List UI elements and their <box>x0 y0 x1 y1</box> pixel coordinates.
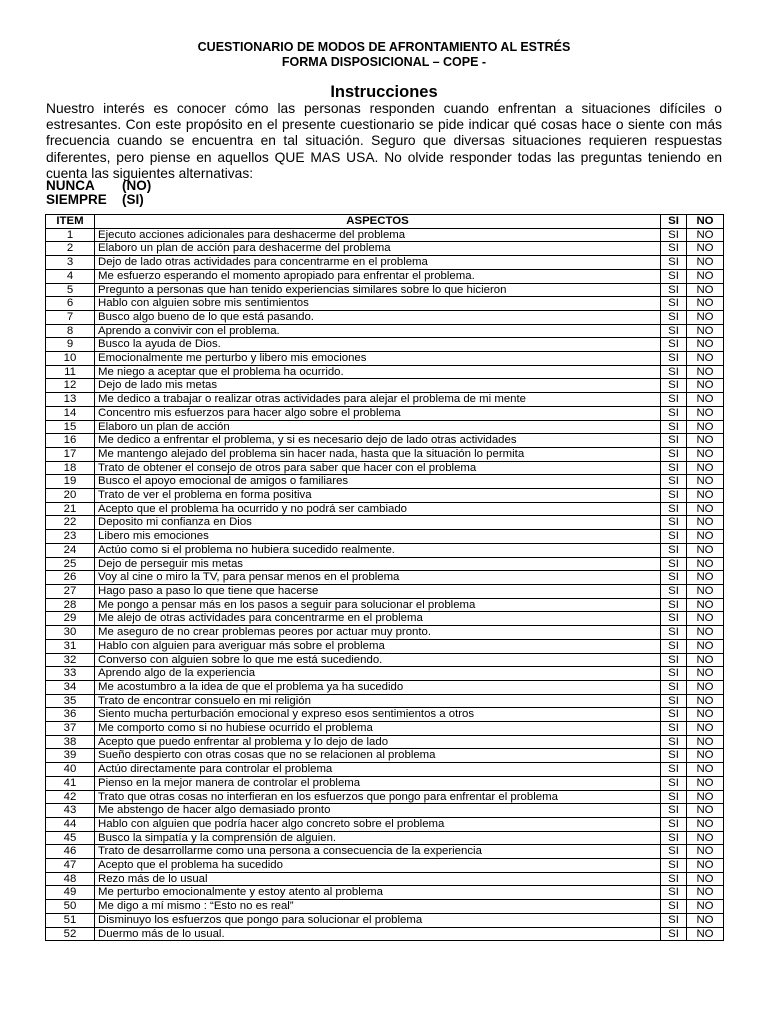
item-aspect-text: Deposito mi confianza en Dios <box>95 516 661 530</box>
table-row <box>46 420 724 434</box>
table-row <box>46 913 724 927</box>
table-row <box>46 352 724 366</box>
no-column-header: NO <box>687 215 724 229</box>
answer-yes-option[interactable]: SI <box>661 256 687 270</box>
answer-no-option[interactable]: NO <box>687 694 724 708</box>
item-aspect-text: Trato de encontrar consuelo en mi religión <box>95 694 661 708</box>
answer-yes-option[interactable]: SI <box>661 913 687 927</box>
table-row <box>46 283 724 297</box>
yes-column-header: SI <box>661 215 687 229</box>
answer-no-option[interactable]: NO <box>687 667 724 681</box>
answer-yes-option[interactable]: SI <box>661 338 687 352</box>
item-aspect-text: Voy al cine o miro la TV, para pensar menos en el problema <box>95 571 661 585</box>
item-aspect-text: Busco la simpatía y la comprensión de alguien. <box>95 831 661 845</box>
item-number: 20 <box>46 489 95 503</box>
item-aspect-text: Me niego a aceptar que el problema ha ocurrido. <box>95 365 661 379</box>
table-row <box>46 571 724 585</box>
answer-yes-option[interactable]: SI <box>661 886 687 900</box>
item-column-header: ITEM <box>46 215 95 229</box>
item-number: 13 <box>46 393 95 407</box>
table-row <box>46 379 724 393</box>
answer-yes-option[interactable]: SI <box>661 831 687 845</box>
item-number: 38 <box>46 735 95 749</box>
table-row <box>46 434 724 448</box>
table-row <box>46 530 724 544</box>
answer-yes-option[interactable]: SI <box>661 393 687 407</box>
answer-no-option[interactable]: NO <box>687 804 724 818</box>
item-number: 10 <box>46 352 95 366</box>
table-row <box>46 489 724 503</box>
item-aspect-text: Emocionalmente me perturbo y libero mis emociones <box>95 352 661 366</box>
answer-no-option[interactable]: NO <box>687 269 724 283</box>
item-aspect-text: Busco el apoyo emocional de amigos o familiares <box>95 475 661 489</box>
answer-yes-option[interactable]: SI <box>661 461 687 475</box>
item-aspect-text: Trato de obtener el consejo de otros para saber que hacer con el problema <box>95 461 661 475</box>
item-aspect-text: Acepto que el problema ha sucedido <box>95 859 661 873</box>
item-aspect-text: Me alejo de otras actividades para concentrarme en el problema <box>95 612 661 626</box>
answer-yes-option[interactable]: SI <box>661 447 687 461</box>
item-aspect-text: Me esfuerzo esperando el momento apropiado para enfrentar el problema. <box>95 269 661 283</box>
item-number: 4 <box>46 269 95 283</box>
answer-yes-option[interactable]: SI <box>661 612 687 626</box>
item-number: 6 <box>46 297 95 311</box>
item-aspect-text: Me digo a mí mismo : “Esto no es real” <box>95 900 661 914</box>
answer-no-option[interactable]: NO <box>687 571 724 585</box>
answer-no-option[interactable]: NO <box>687 886 724 900</box>
item-aspect-text: Aprendo algo de la experiencia <box>95 667 661 681</box>
item-aspect-text: Me comporto como si no hubiese ocurrido el problema <box>95 722 661 736</box>
answer-no-option[interactable]: NO <box>687 228 724 242</box>
item-aspect-text: Ejecuto acciones adicionales para deshacerme del problema <box>95 228 661 242</box>
table-row <box>46 872 724 886</box>
option-label: SIEMPRE <box>46 192 107 207</box>
answer-no-option[interactable]: NO <box>687 557 724 571</box>
table-row <box>46 475 724 489</box>
answer-no-option[interactable]: NO <box>687 913 724 927</box>
answer-yes-option[interactable]: SI <box>661 406 687 420</box>
answer-no-option[interactable]: NO <box>687 927 724 941</box>
answer-no-option[interactable]: NO <box>687 776 724 790</box>
answer-yes-option[interactable]: SI <box>661 694 687 708</box>
answer-no-option[interactable]: NO <box>687 626 724 640</box>
answer-no-option[interactable]: NO <box>687 297 724 311</box>
table-row <box>46 584 724 598</box>
item-number: 31 <box>46 639 95 653</box>
answer-no-option[interactable]: NO <box>687 680 724 694</box>
instructions-paragraph: Nuestro interés es conocer cómo las personas responden cuando enfrentan a situaciones difíciles o estresantes. Con este propósito en el presente cuestionario se pide indicar qué cosas hace o siente con más frecuencia cuando se encuentra en tal situación. Seguro que diversas situaciones requieren respuestas diferentes, pero piense en aquellos QUE MAS USA. No olvide responder todas las preguntas teniendo en cuenta las siguientes alternativas: <box>46 101 722 181</box>
item-aspect-text: Duermo más de lo usual. <box>95 927 661 941</box>
table-row <box>46 598 724 612</box>
item-number: 41 <box>46 776 95 790</box>
item-aspect-text: Converso con alguien sobre lo que me está sucediendo. <box>95 653 661 667</box>
answer-no-option[interactable]: NO <box>687 324 724 338</box>
item-number: 32 <box>46 653 95 667</box>
item-number: 36 <box>46 708 95 722</box>
answer-no-option[interactable]: NO <box>687 543 724 557</box>
answer-no-option[interactable]: NO <box>687 872 724 886</box>
item-number: 24 <box>46 543 95 557</box>
answer-yes-option[interactable]: SI <box>661 434 687 448</box>
option-label: NUNCA <box>46 178 95 193</box>
item-aspect-text: Siento mucha perturbación emocional y expreso esos sentimientos a otros <box>95 708 661 722</box>
table-row <box>46 393 724 407</box>
answer-no-option[interactable]: NO <box>687 502 724 516</box>
answer-yes-option[interactable]: SI <box>661 776 687 790</box>
answer-yes-option[interactable]: SI <box>661 927 687 941</box>
item-number: 19 <box>46 475 95 489</box>
answer-yes-option[interactable]: SI <box>661 626 687 640</box>
item-aspect-text: Me mantengo alejado del problema sin hacer nada, hasta que la situación lo permita <box>95 447 661 461</box>
answer-yes-option[interactable]: SI <box>661 352 687 366</box>
item-number: 42 <box>46 790 95 804</box>
table-row <box>46 269 724 283</box>
option-code: (NO) <box>122 178 152 193</box>
answer-yes-option[interactable]: SI <box>661 283 687 297</box>
answer-yes-option[interactable]: SI <box>661 543 687 557</box>
item-aspect-text: Elaboro un plan de acción para deshacerme del problema <box>95 242 661 256</box>
answer-no-option[interactable]: NO <box>687 708 724 722</box>
item-aspect-text: Actúo como si el problema no hubiera sucedido realmente. <box>95 543 661 557</box>
answer-no-option[interactable]: NO <box>687 420 724 434</box>
table-row <box>46 228 724 242</box>
item-aspect-text: Acepto que puedo enfrentar al problema y lo dejo de lado <box>95 735 661 749</box>
answer-yes-option[interactable]: SI <box>661 735 687 749</box>
answer-yes-option[interactable]: SI <box>661 420 687 434</box>
table-row <box>46 338 724 352</box>
table-body <box>46 228 724 941</box>
answer-yes-option[interactable]: SI <box>661 639 687 653</box>
answer-yes-option[interactable]: SI <box>661 530 687 544</box>
item-number: 1 <box>46 228 95 242</box>
table-row <box>46 790 724 804</box>
item-aspect-text: Hablo con alguien para averiguar más sobre el problema <box>95 639 661 653</box>
answer-yes-option[interactable]: SI <box>661 845 687 859</box>
item-aspect-text: Concentro mis esfuerzos para hacer algo sobre el problema <box>95 406 661 420</box>
table-row <box>46 502 724 516</box>
item-number: 21 <box>46 502 95 516</box>
answer-no-option[interactable]: NO <box>687 406 724 420</box>
answer-yes-option[interactable]: SI <box>661 680 687 694</box>
item-number: 30 <box>46 626 95 640</box>
item-number: 5 <box>46 283 95 297</box>
answer-no-option[interactable]: NO <box>687 598 724 612</box>
item-number: 44 <box>46 817 95 831</box>
item-number: 11 <box>46 365 95 379</box>
table-row <box>46 365 724 379</box>
table-row <box>46 612 724 626</box>
answer-yes-option[interactable]: SI <box>661 310 687 324</box>
item-number: 50 <box>46 900 95 914</box>
table-row <box>46 722 724 736</box>
table-row <box>46 886 724 900</box>
item-number: 12 <box>46 379 95 393</box>
table-row <box>46 447 724 461</box>
item-number: 26 <box>46 571 95 585</box>
item-number: 45 <box>46 831 95 845</box>
item-aspect-text: Sueño despierto con otras cosas que no se relacionen al problema <box>95 749 661 763</box>
item-aspect-text: Trato de ver el problema en forma positiva <box>95 489 661 503</box>
answer-yes-option[interactable]: SI <box>661 516 687 530</box>
item-aspect-text: Actúo directamente para controlar el problema <box>95 763 661 777</box>
table-row <box>46 516 724 530</box>
option-never <box>46 178 151 193</box>
item-number: 40 <box>46 763 95 777</box>
answer-no-option[interactable]: NO <box>687 749 724 763</box>
table-row <box>46 708 724 722</box>
answer-no-option[interactable]: NO <box>687 310 724 324</box>
item-number: 46 <box>46 845 95 859</box>
answer-yes-option[interactable]: SI <box>661 859 687 873</box>
table-row <box>46 406 724 420</box>
item-aspect-text: Elaboro un plan de acción <box>95 420 661 434</box>
answer-no-option[interactable]: NO <box>687 653 724 667</box>
table-row <box>46 680 724 694</box>
answer-yes-option[interactable]: SI <box>661 900 687 914</box>
table-row <box>46 694 724 708</box>
answer-yes-option[interactable]: SI <box>661 365 687 379</box>
table-row <box>46 804 724 818</box>
item-aspect-text: Me aseguro de no crear problemas peores por actuar muy pronto. <box>95 626 661 640</box>
item-number: 51 <box>46 913 95 927</box>
item-aspect-text: Dejo de lado mis metas <box>95 379 661 393</box>
item-aspect-text: Disminuyo los esfuerzos que pongo para solucionar el problema <box>95 913 661 927</box>
answer-no-option[interactable]: NO <box>687 612 724 626</box>
item-number: 25 <box>46 557 95 571</box>
answer-no-option[interactable]: NO <box>687 900 724 914</box>
answer-no-option[interactable]: NO <box>687 735 724 749</box>
answer-yes-option[interactable]: SI <box>661 269 687 283</box>
item-aspect-text: Hago paso a paso lo que tiene que hacerse <box>95 584 661 598</box>
table-row <box>46 859 724 873</box>
table-row <box>46 900 724 914</box>
option-always <box>46 192 144 207</box>
table-row <box>46 667 724 681</box>
item-aspect-text: Me dedico a enfrentar el problema, y si es necesario dejo de lado otras actividades <box>95 434 661 448</box>
table-row <box>46 297 724 311</box>
answer-no-option[interactable]: NO <box>687 790 724 804</box>
table-row <box>46 776 724 790</box>
answer-no-option[interactable]: NO <box>687 379 724 393</box>
answer-yes-option[interactable]: SI <box>661 297 687 311</box>
answer-no-option[interactable]: NO <box>687 639 724 653</box>
answer-no-option[interactable]: NO <box>687 859 724 873</box>
answer-no-option[interactable]: NO <box>687 763 724 777</box>
instructions-heading: Instrucciones <box>330 83 438 101</box>
answer-yes-option[interactable]: SI <box>661 557 687 571</box>
item-number: 52 <box>46 927 95 941</box>
table-header-row <box>46 215 724 229</box>
answer-yes-option[interactable]: SI <box>661 722 687 736</box>
table-row <box>46 749 724 763</box>
answer-yes-option[interactable]: SI <box>661 598 687 612</box>
answer-no-option[interactable]: NO <box>687 352 724 366</box>
item-aspect-text: Dejo de perseguir mis metas <box>95 557 661 571</box>
item-number: 15 <box>46 420 95 434</box>
table-row <box>46 735 724 749</box>
item-aspect-text: Pienso en la mejor manera de controlar el problema <box>95 776 661 790</box>
table-row <box>46 310 724 324</box>
item-aspect-text: Me pongo a pensar más en los pasos a seguir para solucionar el problema <box>95 598 661 612</box>
item-aspect-text: Hablo con alguien que podría hacer algo concreto sobre el problema <box>95 817 661 831</box>
answer-yes-option[interactable]: SI <box>661 749 687 763</box>
item-number: 8 <box>46 324 95 338</box>
table-row <box>46 543 724 557</box>
item-number: 43 <box>46 804 95 818</box>
answer-no-option[interactable]: NO <box>687 434 724 448</box>
answer-yes-option[interactable]: SI <box>661 228 687 242</box>
answer-yes-option[interactable]: SI <box>661 708 687 722</box>
answer-yes-option[interactable]: SI <box>661 324 687 338</box>
answer-no-option[interactable]: NO <box>687 338 724 352</box>
table-row <box>46 653 724 667</box>
answer-yes-option[interactable]: SI <box>661 817 687 831</box>
answer-no-option[interactable]: NO <box>687 256 724 270</box>
answer-yes-option[interactable]: SI <box>661 763 687 777</box>
item-number: 23 <box>46 530 95 544</box>
answer-no-option[interactable]: NO <box>687 845 724 859</box>
answer-yes-option[interactable]: SI <box>661 242 687 256</box>
item-aspect-text: Libero mis emociones <box>95 530 661 544</box>
item-aspect-text: Me acostumbro a la idea de que el problema ya ha sucedido <box>95 680 661 694</box>
item-aspect-text: Acepto que el problema ha ocurrido y no podrá ser cambiado <box>95 502 661 516</box>
answer-yes-option[interactable]: SI <box>661 571 687 585</box>
item-number: 2 <box>46 242 95 256</box>
item-number: 34 <box>46 680 95 694</box>
table-row <box>46 626 724 640</box>
item-number: 22 <box>46 516 95 530</box>
item-aspect-text: Aprendo a convivir con el problema. <box>95 324 661 338</box>
item-number: 17 <box>46 447 95 461</box>
item-number: 7 <box>46 310 95 324</box>
item-aspect-text: Busco la ayuda de Dios. <box>95 338 661 352</box>
document-title: CUESTIONARIO DE MODOS DE AFRONTAMIENTO AL ESTRÉS <box>197 40 571 54</box>
item-number: 39 <box>46 749 95 763</box>
item-number: 48 <box>46 872 95 886</box>
item-aspect-text: Me dedico a trabajar o realizar otras actividades para alejar el problema de mi mente <box>95 393 661 407</box>
answer-no-option[interactable]: NO <box>687 365 724 379</box>
answer-yes-option[interactable]: SI <box>661 584 687 598</box>
answer-yes-option[interactable]: SI <box>661 804 687 818</box>
answer-yes-option[interactable]: SI <box>661 379 687 393</box>
answer-no-option[interactable]: NO <box>687 722 724 736</box>
answer-no-option[interactable]: NO <box>687 242 724 256</box>
item-number: 29 <box>46 612 95 626</box>
item-aspect-text: Me abstengo de hacer algo demasiado pronto <box>95 804 661 818</box>
aspect-column-header: ASPECTOS <box>95 215 661 229</box>
table-row <box>46 845 724 859</box>
item-aspect-text: Rezo más de lo usual <box>95 872 661 886</box>
table-row <box>46 639 724 653</box>
table-row <box>46 763 724 777</box>
answer-yes-option[interactable]: SI <box>661 653 687 667</box>
item-number: 49 <box>46 886 95 900</box>
item-number: 14 <box>46 406 95 420</box>
item-number: 33 <box>46 667 95 681</box>
answer-no-option[interactable]: NO <box>687 584 724 598</box>
item-number: 47 <box>46 859 95 873</box>
item-number: 37 <box>46 722 95 736</box>
answer-no-option[interactable]: NO <box>687 516 724 530</box>
option-code: (SI) <box>122 192 144 207</box>
item-number: 18 <box>46 461 95 475</box>
item-number: 27 <box>46 584 95 598</box>
answer-no-option[interactable]: NO <box>687 530 724 544</box>
table-row <box>46 461 724 475</box>
answer-yes-option[interactable]: SI <box>661 872 687 886</box>
answer-no-option[interactable]: NO <box>687 831 724 845</box>
item-number: 16 <box>46 434 95 448</box>
answer-yes-option[interactable]: SI <box>661 502 687 516</box>
answer-no-option[interactable]: NO <box>687 817 724 831</box>
table-row <box>46 557 724 571</box>
table-row <box>46 242 724 256</box>
item-aspect-text: Me perturbo emocionalmente y estoy atento al problema <box>95 886 661 900</box>
answer-no-option[interactable]: NO <box>687 447 724 461</box>
item-number: 9 <box>46 338 95 352</box>
table-row <box>46 831 724 845</box>
item-aspect-text: Dejo de lado otras actividades para concentrarme en el problema <box>95 256 661 270</box>
item-aspect-text: Busco algo bueno de lo que está pasando. <box>95 310 661 324</box>
cope-items-table <box>45 214 724 941</box>
item-number: 35 <box>46 694 95 708</box>
item-aspect-text: Pregunto a personas que han tenido experiencias similares sobre lo que hicieron <box>95 283 661 297</box>
table-row <box>46 817 724 831</box>
item-aspect-text: Hablo con alguien sobre mis sentimientos <box>95 297 661 311</box>
answer-no-option[interactable]: NO <box>687 283 724 297</box>
answer-yes-option[interactable]: SI <box>661 790 687 804</box>
item-aspect-text: Trato que otras cosas no interfieran en los esfuerzos que pongo para enfrentar el problema <box>95 790 661 804</box>
answer-no-option[interactable]: NO <box>687 393 724 407</box>
document-subtitle: FORMA DISPOSICIONAL – COPE - <box>281 55 487 69</box>
answer-no-option[interactable]: NO <box>687 489 724 503</box>
item-number: 28 <box>46 598 95 612</box>
table-row <box>46 256 724 270</box>
answer-no-option[interactable]: NO <box>687 461 724 475</box>
table-row <box>46 324 724 338</box>
answer-yes-option[interactable]: SI <box>661 667 687 681</box>
answer-no-option[interactable]: NO <box>687 475 724 489</box>
table-row <box>46 927 724 941</box>
answer-yes-option[interactable]: SI <box>661 489 687 503</box>
item-aspect-text: Trato de desarrollarme como una persona a consecuencia de la experiencia <box>95 845 661 859</box>
item-number: 3 <box>46 256 95 270</box>
answer-yes-option[interactable]: SI <box>661 475 687 489</box>
